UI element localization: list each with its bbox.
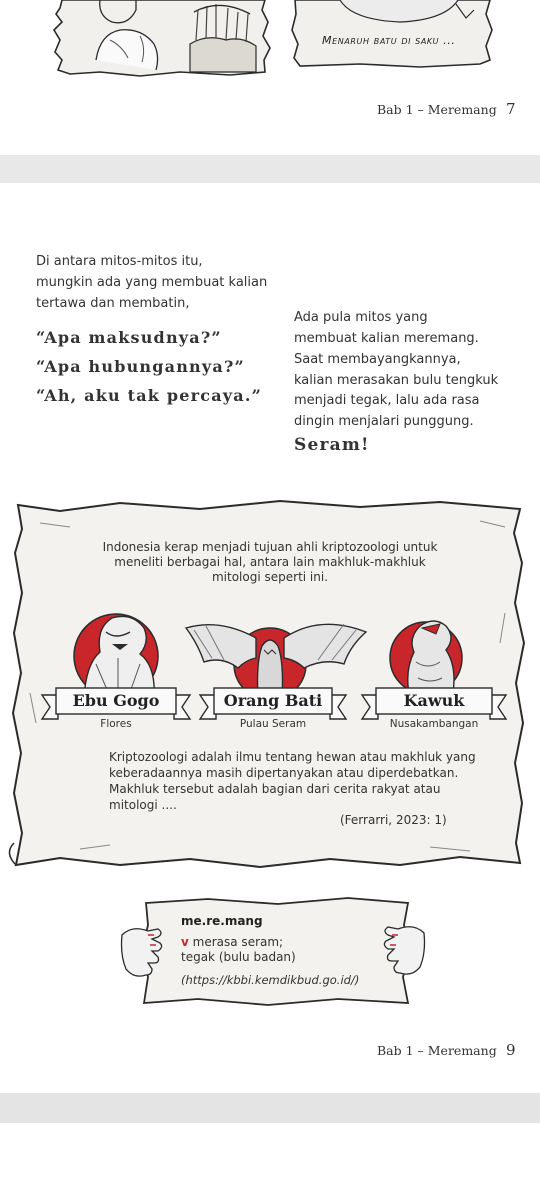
definition-line: mitologi .... [109,798,177,812]
definition-line: Makhluk tersebut adalah bagian dari cerita rakyat atau [109,782,441,796]
exclamation: Seram! [294,435,370,455]
quote: “Apa maksudnya?” [36,328,222,347]
right-line: dingin menjalari punggung. [294,414,474,429]
page-divider [0,1093,540,1123]
page-number: 9 [506,1041,516,1059]
creature-location: Pulau Seram [239,718,307,730]
creature-location: Nusakambangan [389,718,479,730]
box-intro-line: mitologi seperti ini. [211,570,329,584]
creature-name: Kawuk [403,691,465,710]
kbbi-headword: me.re.mang [181,914,263,928]
intro-line: Di antara mitos-mitos itu, [36,254,203,269]
quote: “Ah, aku tak percaya.” [36,386,263,405]
definition-line: keberadaannya masih dipertanyakan atau diperdebatkan. [109,766,459,780]
kbbi-sense: tegak (bulu badan) [181,950,296,964]
box-intro-line: meneliti berbagai hal, antara lain makhluk-makhluk [114,555,426,569]
box-intro-line: Indonesia kerap menjadi tujuan ahli kriptozoologi untuk [102,540,438,554]
creature-name: Orang Bati [223,691,323,710]
kbbi-sense-row [181,935,283,949]
part-of-speech: v [181,935,189,949]
right-line: Ada pula mitos yang [294,310,428,325]
right-line: Saat membayangkannya, [294,352,461,367]
book-page [0,183,540,1093]
intro-line: mungkin ada yang membuat kalian [36,275,268,290]
intro-line: tertawa dan membatin, [36,296,190,311]
speech-caption: Menaruh batu di saku ... [322,34,456,47]
citation: (Ferrarri, 2023: 1) [340,813,447,827]
kbbi-source-link[interactable]: (https://kbbi.kemdikbud.go.id/) [181,973,360,987]
previous-page [0,0,540,155]
definition-line: Kriptozoologi adalah ilmu tentang hewan atau makhluk yang [109,750,476,764]
right-line: kalian merasakan bulu tengkuk [294,373,499,388]
quote: “Apa hubungannya?” [36,357,245,376]
footer-chapter: Bab 1 – Meremang [377,102,497,117]
page-gap [0,155,540,183]
lizard-icon [390,621,476,698]
footer-chapter: Bab 1 – Meremang [377,1043,497,1058]
ape-icon [74,614,158,698]
page-number: 7 [506,100,516,118]
kbbi-sense: merasa seram; [192,935,284,949]
creature-name: Ebu Gogo [72,691,160,710]
creature-location: Flores [100,718,132,730]
next-page [0,1123,540,1200]
right-line: menjadi tegak, lalu ada rasa [294,393,480,408]
right-line: membuat kalian meremang. [294,331,479,346]
